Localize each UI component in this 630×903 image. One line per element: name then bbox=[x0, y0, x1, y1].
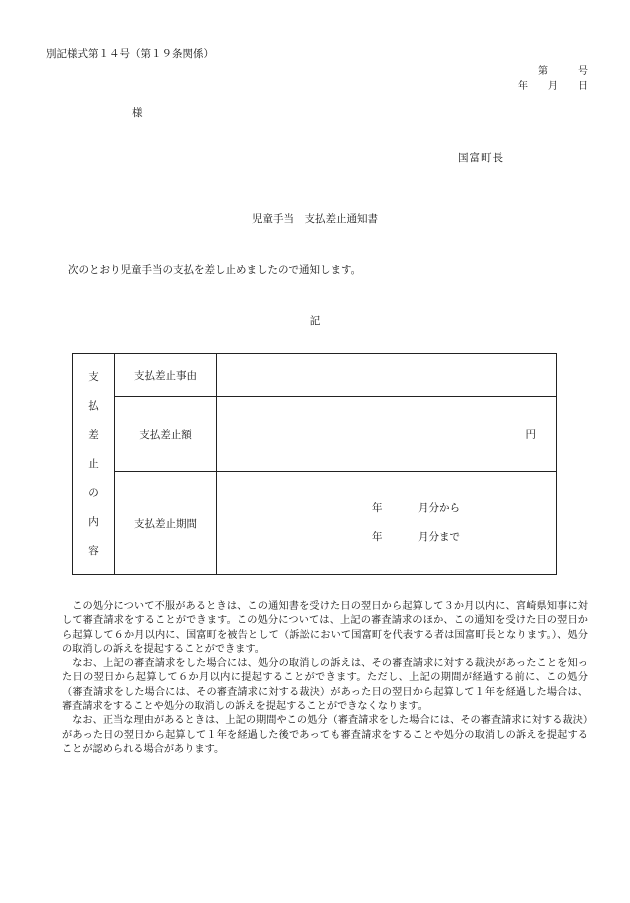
document-title: 児童手当 支払差止通知書 bbox=[252, 213, 378, 225]
document-date: 年 月 日 bbox=[518, 81, 588, 92]
vertical-char: 内 bbox=[88, 515, 99, 528]
vertical-char: の bbox=[88, 486, 99, 499]
addressee: 様 bbox=[132, 107, 143, 119]
value-stop-amount bbox=[217, 397, 557, 472]
issuer: 国富町長 bbox=[458, 152, 504, 164]
vertical-char: 容 bbox=[88, 544, 99, 557]
yen-unit: 円 bbox=[525, 428, 536, 441]
period-from-month: 月分から bbox=[418, 502, 460, 514]
form-label: 別記様式第１４号（第１９条関係） bbox=[46, 48, 214, 60]
value-stop-period bbox=[217, 472, 557, 575]
period-from bbox=[372, 500, 460, 515]
label-stop-period: 支払差止期間 bbox=[115, 472, 217, 575]
appeal-notes bbox=[62, 600, 588, 757]
note-paragraph: なお、上記の審査請求をした場合には、処分の取消しの訴えは、その審査請求に対する裁決があったことを知った日の翌日から起算して６か月以内に提起することができます。ただし、上記の期間が経過する前に、この処分（審査請求をした場合には、その審査請求に対する裁決）があった日の翌日から起算して１年を経過した場合は、審査請求をすることや処分の取消しの訴えを提起することができなくなります。 bbox=[62, 658, 588, 713]
ki-heading: 記 bbox=[309, 315, 321, 327]
period-to-year: 年 bbox=[372, 531, 383, 543]
label-stop-amount: 支払差止額 bbox=[115, 397, 217, 472]
vertical-char: 止 bbox=[88, 457, 99, 470]
value-stop-reason bbox=[217, 354, 557, 397]
detail-table bbox=[72, 353, 557, 575]
vertical-char: 支 bbox=[88, 370, 99, 383]
intro-text: 次のとおり児童手当の支払を差し止めましたので通知します。 bbox=[68, 264, 362, 276]
note-paragraph: なお、正当な理由があるときは、上記の期間やこの処分（審査請求をした場合には、その審査請求に対する裁決）があった日の翌日から起算して１年を経過した後であっても審査請求をすることや処分の取消しの訴えを提起することが認められる場合があります。 bbox=[62, 715, 588, 755]
document-number: 第 号 bbox=[538, 66, 588, 77]
period-from-year: 年 bbox=[372, 502, 383, 514]
period-to bbox=[372, 529, 460, 544]
label-stop-reason: 支払差止事由 bbox=[115, 354, 217, 397]
vertical-char: 払 bbox=[88, 399, 99, 412]
note-paragraph: この処分について不服があるときは、この通知書を受けた日の翌日から起算して３か月以内に、宮崎県知事に対して審査請求をすることができます。この処分については、上記の審査請求のほか、この通知を受けた日の翌日から起算して６か月以内に、国富町を被告として（訴訟において国富町を代表する者は国富町長となります。）、処分の取消しの訴えを提起することができます。 bbox=[62, 601, 588, 655]
period-to-month: 月分まで bbox=[418, 531, 460, 543]
vertical-label bbox=[73, 354, 115, 575]
vertical-char: 差 bbox=[88, 428, 99, 441]
